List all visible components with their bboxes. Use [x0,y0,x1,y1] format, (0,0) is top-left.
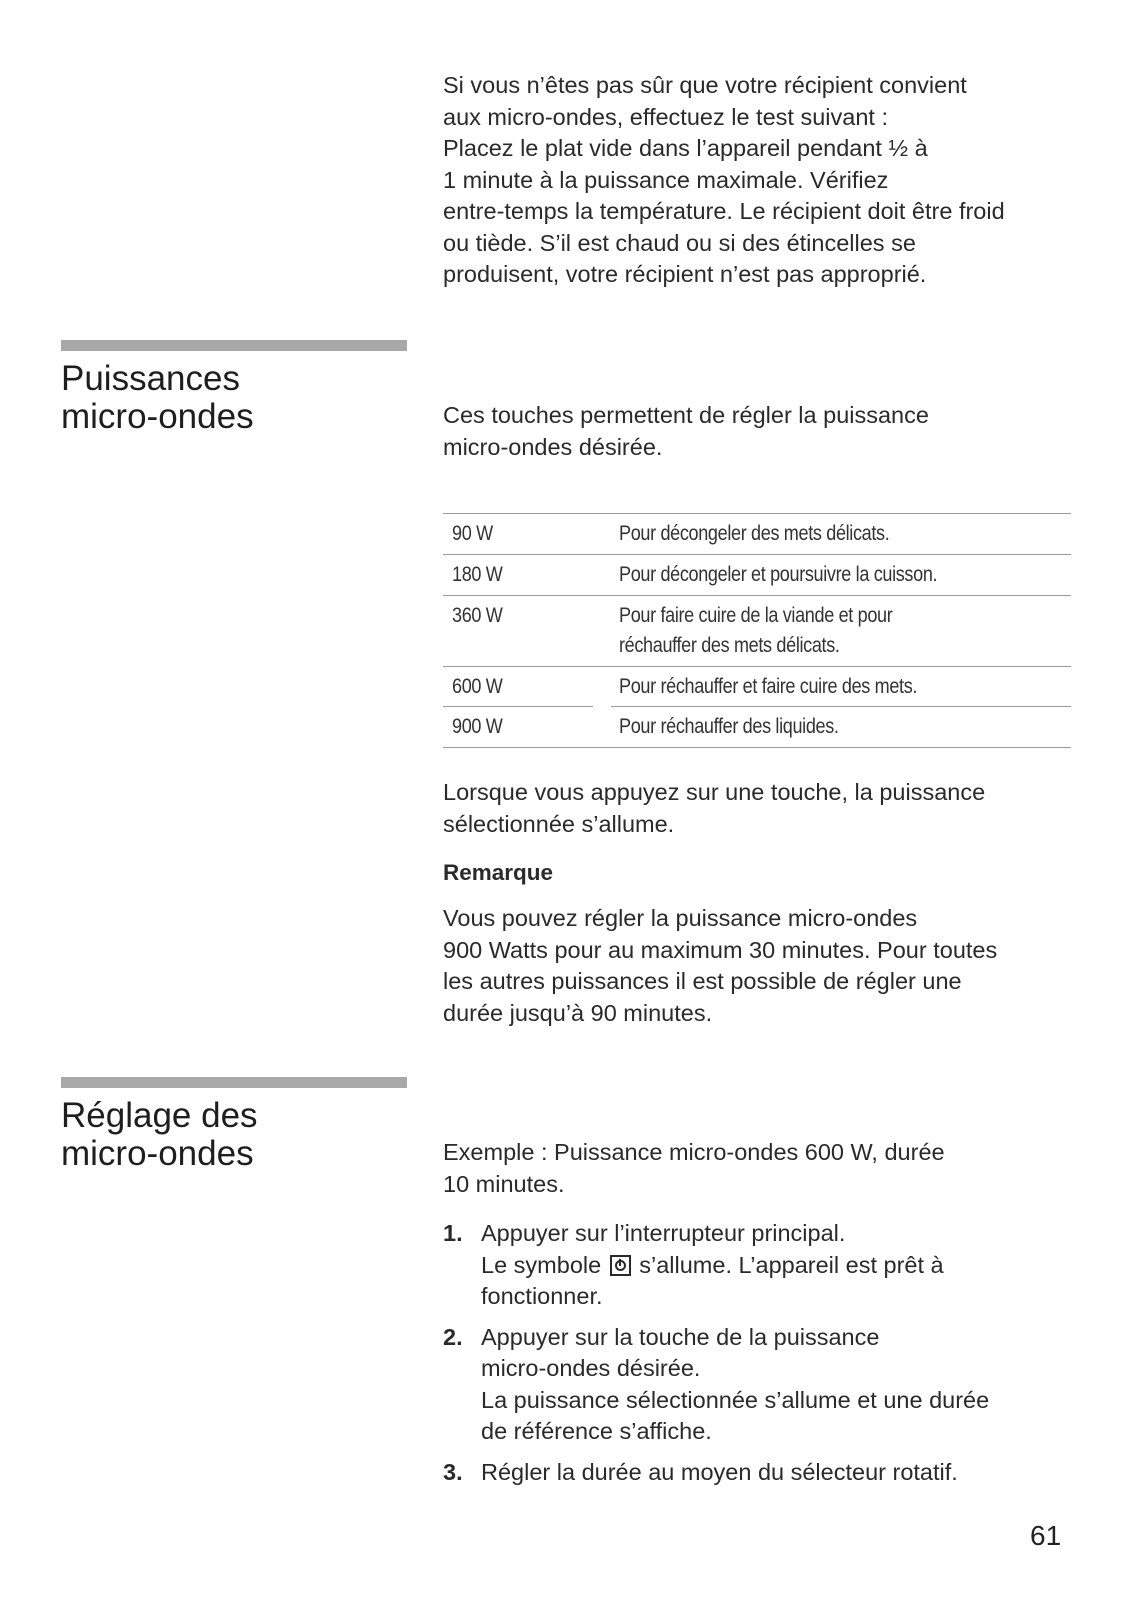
power-value: 900 W [452,715,503,738]
note-line: Vous pouvez régler la puissance micro-ondes [443,905,918,931]
step-text: Le symbole [481,1251,602,1278]
power-value: 360 W [452,604,503,627]
step-number: 2. [443,1323,463,1350]
section-divider-bar [61,1077,407,1088]
power-value: 90 W [452,522,493,545]
after-table-line: sélectionnée s’allume. [443,810,675,837]
example-text [443,1137,1073,1200]
section-title-line: Puissances [61,359,240,398]
intro-line: produisent, votre récipient n’est pas approprié. [443,261,927,287]
intro-line: 1 minute à la puissance maximale. Vérifiez [443,166,889,193]
section-title-power [61,360,254,436]
power-intro-line: Ces touches permettent de régler la puissance [443,402,929,428]
power-intro-line: micro-ondes désirée. [443,433,663,460]
section-divider-bar [61,340,407,351]
section-title-line: micro-ondes [61,397,254,436]
step-line-with-symbol [481,1250,1073,1282]
intro-line: ou tiède. S’il est chaud ou si des étincelles se [443,229,916,256]
power-description: Pour réchauffer et faire cuire des mets. [619,675,918,698]
example-line: Exemple : Puissance micro-ondes 600 W, durée [443,1139,945,1165]
page-number: 61 [1030,1520,1062,1551]
step-text: s’allume. L’appareil est prêt à [639,1251,944,1278]
power-description: réchauffer des mets délicats. [619,634,840,657]
note-line: les autres puissances il est possible de régler une [443,968,962,994]
step-line: Régler la durée au moyen du sélecteur rotatif. [481,1458,958,1485]
table-row [443,555,1071,596]
section-title-line: micro-ondes [61,1134,254,1173]
step-number: 1. [443,1220,463,1246]
intro-line: entre-temps la température. Le récipient doit être froid [443,198,1005,224]
note-paragraph [443,903,1073,1029]
table-row [443,667,1071,707]
power-description: Pour décongeler des mets délicats. [619,522,890,545]
step-line: Appuyer sur l’interrupteur principal. [481,1220,846,1246]
step-number: 3. [443,1458,463,1485]
after-table-line: Lorsque vous appuyez sur une touche, la puissance [443,779,986,805]
intro-paragraph [443,70,1073,291]
power-description: Pour faire cuire de la viande et pour [619,604,893,627]
intro-line: aux micro-ondes, effectuez le test suivant : [443,103,888,130]
section-title-line: Réglage des [61,1096,258,1135]
intro-line: Si vous n’êtes pas sûr que votre récipient convient [443,72,967,98]
step-line: micro-ondes désirée. [481,1355,701,1381]
list-item [443,1322,1073,1448]
step-line: fonctionner. [481,1283,603,1309]
table-row [443,596,1071,667]
note-line: durée jusqu’à 90 minutes. [443,999,713,1026]
list-item [443,1218,1073,1313]
table-row [443,514,1071,555]
power-levels-table [443,513,1071,748]
power-value: 600 W [452,675,503,698]
list-item [443,1457,1073,1489]
power-intro [443,400,1073,463]
step-line: La puissance sélectionnée s’allume et une durée [481,1386,990,1413]
step-line: de référence s’affiche. [481,1418,712,1444]
power-description: Pour décongeler et poursuivre la cuisson. [619,563,938,586]
power-description: Pour réchauffer des liquides. [619,715,839,738]
after-table-text [443,777,1073,840]
power-value: 180 W [452,563,503,586]
power-symbol-icon [610,1255,631,1276]
note-line: 900 Watts pour au maximum 30 minutes. Pour toutes [443,936,998,963]
table-row [443,707,1071,748]
intro-line: Placez le plat vide dans l’appareil pendant ½ à [443,135,928,161]
note-heading: Remarque [443,860,554,885]
step-line: Appuyer sur la touche de la puissance [481,1323,880,1350]
example-line: 10 minutes. [443,1170,565,1197]
steps-list [443,1218,1073,1497]
section-title-setting [61,1097,258,1173]
